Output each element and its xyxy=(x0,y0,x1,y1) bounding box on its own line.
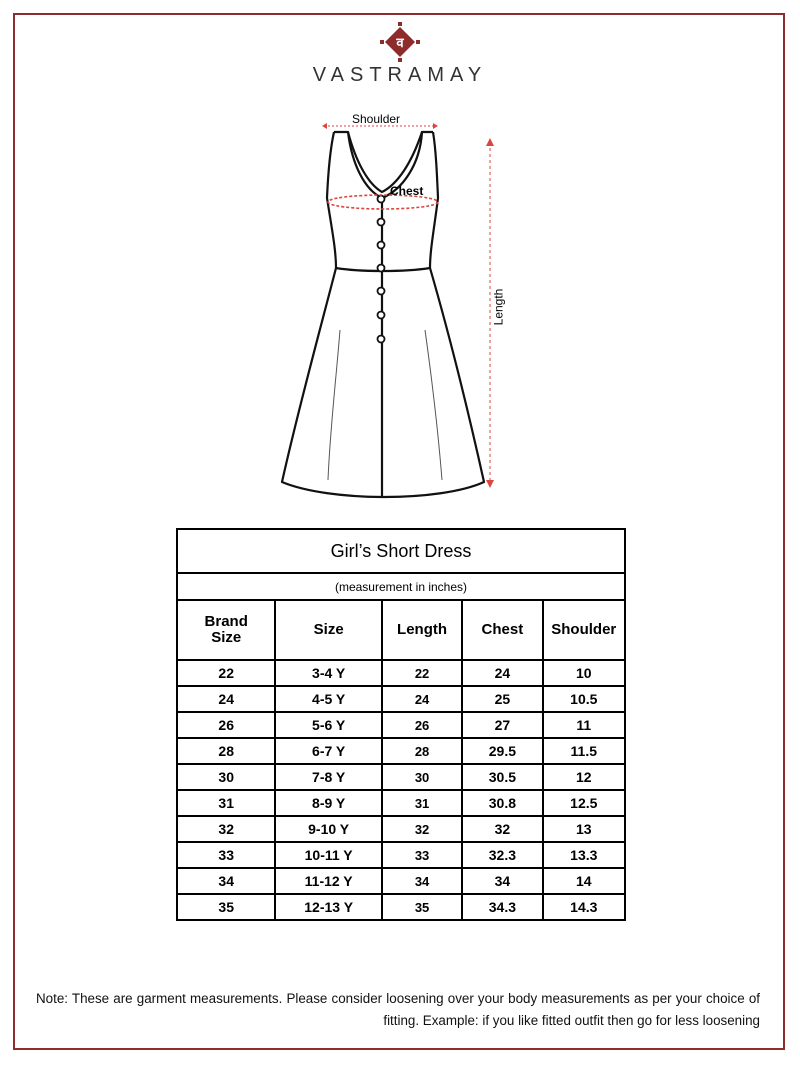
table-row xyxy=(177,816,625,842)
chest-cell: 32 xyxy=(462,816,542,842)
length-cell: 31 xyxy=(382,790,462,816)
header-size: Size xyxy=(275,600,381,660)
svg-text:व: व xyxy=(396,36,404,51)
size-cell: 9-10 Y xyxy=(275,816,381,842)
brand-size-cell: 35 xyxy=(177,894,275,920)
table-row xyxy=(177,712,625,738)
shoulder-cell: 10.5 xyxy=(543,686,625,712)
table-row xyxy=(177,842,625,868)
brand-size-cell: 24 xyxy=(177,686,275,712)
chest-cell: 30.5 xyxy=(462,764,542,790)
size-cell: 11-12 Y xyxy=(275,868,381,894)
size-cell: 12-13 Y xyxy=(275,894,381,920)
brand-size-cell: 34 xyxy=(177,868,275,894)
table-row xyxy=(177,660,625,686)
shoulder-cell: 13.3 xyxy=(543,842,625,868)
brand-size-cell: 22 xyxy=(177,660,275,686)
table-row xyxy=(177,790,625,816)
size-cell: 4-5 Y xyxy=(275,686,381,712)
length-cell: 26 xyxy=(382,712,462,738)
chest-cell: 25 xyxy=(462,686,542,712)
size-chart-table xyxy=(176,528,626,921)
chest-cell: 29.5 xyxy=(462,738,542,764)
chest-label: Chest xyxy=(390,184,424,198)
shoulder-cell: 12.5 xyxy=(543,790,625,816)
chest-cell: 24 xyxy=(462,660,542,686)
table-row xyxy=(177,868,625,894)
note-text: Note: These are garment measurements. Please consider loosening over your body measurements as per your choice of fitting. Example: if you like fitted outfit then go for less loosening xyxy=(36,991,760,1028)
brand-name: VASTRAMAY xyxy=(312,64,488,86)
shoulder-cell: 13 xyxy=(543,816,625,842)
length-cell: 30 xyxy=(382,764,462,790)
length-cell: 24 xyxy=(382,686,462,712)
header-brand-size: Brand Size xyxy=(177,600,275,660)
brand-size-cell: 26 xyxy=(177,712,275,738)
chest-cell: 34 xyxy=(462,868,542,894)
table-row xyxy=(177,738,625,764)
brand-size-cell: 33 xyxy=(177,842,275,868)
table-row xyxy=(177,894,625,920)
brand-size-cell: 32 xyxy=(177,816,275,842)
shoulder-cell: 14 xyxy=(543,868,625,894)
brand-size-cell: 31 xyxy=(177,790,275,816)
length-cell: 35 xyxy=(382,894,462,920)
brand-size-cell: 30 xyxy=(177,764,275,790)
table-header-row xyxy=(177,600,625,660)
table-row xyxy=(177,764,625,790)
table-subtitle: (measurement in inches) xyxy=(177,573,625,600)
chest-cell: 34.3 xyxy=(462,894,542,920)
chest-cell: 32.3 xyxy=(462,842,542,868)
size-cell: 3-4 Y xyxy=(275,660,381,686)
shoulder-label: Shoulder xyxy=(352,112,401,126)
table-title: Girl’s Short Dress xyxy=(177,529,625,573)
brand-logo-icon xyxy=(380,22,420,62)
brand-size-cell: 28 xyxy=(177,738,275,764)
length-cell: 32 xyxy=(382,816,462,842)
size-cell: 7-8 Y xyxy=(275,764,381,790)
shoulder-cell: 12 xyxy=(543,764,625,790)
length-label: Length xyxy=(491,288,506,326)
chest-cell: 30.8 xyxy=(462,790,542,816)
size-cell: 6-7 Y xyxy=(275,738,381,764)
length-cell: 33 xyxy=(382,842,462,868)
length-cell: 22 xyxy=(382,660,462,686)
shoulder-cell: 10 xyxy=(543,660,625,686)
size-cell: 8-9 Y xyxy=(275,790,381,816)
header-shoulder: Shoulder xyxy=(543,600,625,660)
shoulder-cell: 14.3 xyxy=(543,894,625,920)
size-cell: 10-11 Y xyxy=(275,842,381,868)
header-chest: Chest xyxy=(462,600,542,660)
length-cell: 28 xyxy=(382,738,462,764)
dress-diagram xyxy=(0,100,800,510)
header-length: Length xyxy=(382,600,462,660)
shoulder-cell: 11.5 xyxy=(543,738,625,764)
size-cell: 5-6 Y xyxy=(275,712,381,738)
length-cell: 34 xyxy=(382,868,462,894)
shoulder-cell: 11 xyxy=(543,712,625,738)
table-row xyxy=(177,686,625,712)
chest-cell: 27 xyxy=(462,712,542,738)
